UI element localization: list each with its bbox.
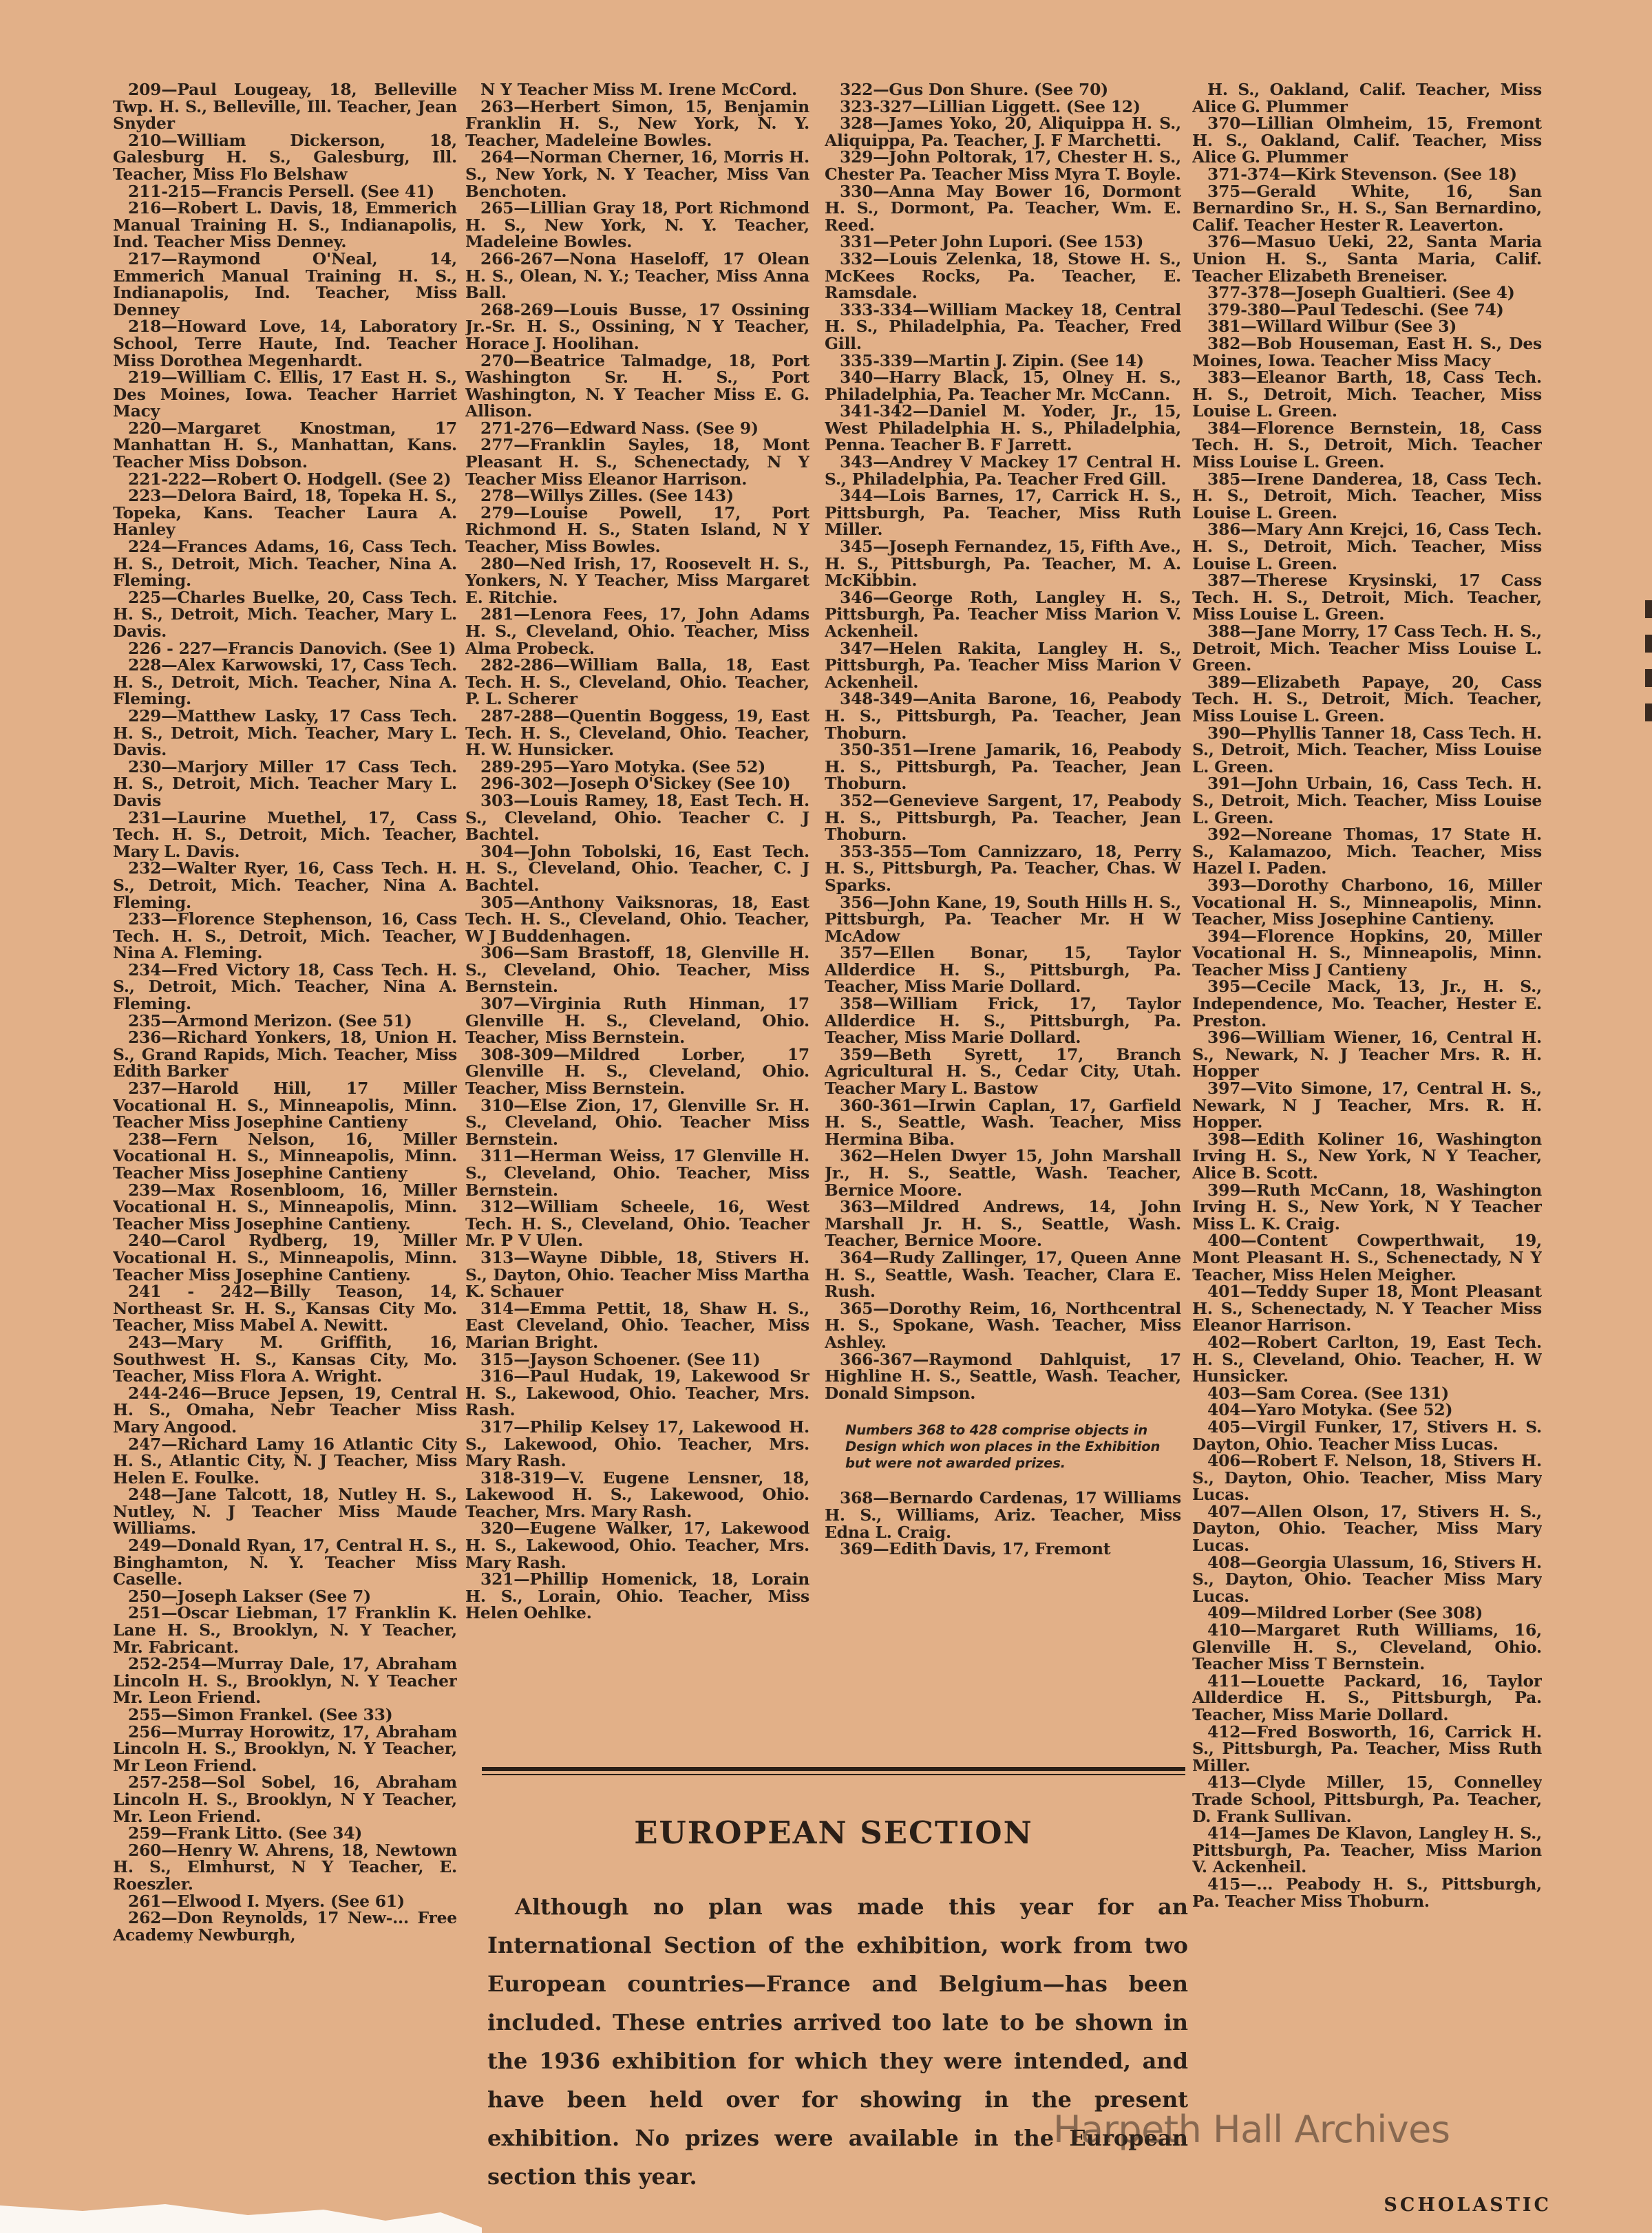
edge-tab-mark: [1645, 600, 1652, 618]
entry: 248—Jane Talcott, 18, Nutley H. S., Nutley, N. J Teacher Miss Maude Williams.: [113, 1485, 457, 1538]
entry: 411—Louette Packard, 16, Taylor Allderdice H. S., Pittsburgh, Pa. Teacher, Miss Marie Dollard.: [1192, 1671, 1542, 1724]
entry: 328—James Yoko, 20, Aliquippa H. S., Aliquippa, Pa. Teacher, J. F Marchetti.: [825, 114, 1181, 150]
entry: 346—George Roth, Langley H. S., Pittsburgh, Pa. Teacher Miss Marion V. Ackenheil.: [825, 587, 1181, 641]
entry: 400—Content Cowperthwait, 19, Mont Pleasant H. S., Schenectady, N Y Teacher, Miss Helen Meigher.: [1192, 1231, 1542, 1284]
entry: 335-339—Martin J. Zipin. (See 14): [840, 350, 1144, 370]
entry: 413—Clyde Miller, 15, Connelley Trade School, Pittsburgh, Pa. Teacher, D. Frank Sullivan.: [1192, 1772, 1542, 1826]
column-1: [113, 81, 457, 1943]
awards-note: Numbers 368 to 428 comprise objects in Design which won places in the Exhibition but were not awarded prizes.: [845, 1422, 1161, 1472]
entry: 259—Frank Litto. (See 34): [128, 1823, 363, 1843]
entry: 256—Murray Horowitz, 17, Abraham Lincoln H. S., Brooklyn, N. Y Teacher, Mr Leon Friend.: [113, 1722, 457, 1775]
entry: 333-334—William Mackey 18, Central H. S., Philadelphia, Pa. Teacher, Fred Gill.: [825, 299, 1181, 353]
entry: 394—Florence Hopkins, 20, Miller Vocational H. S., Minneapolis, Minn. Teacher Miss J Cantieny: [1192, 926, 1542, 980]
entry: 308-309—Mildred Lorber, 17 Glenville H. S., Cleveland, Ohio. Teacher, Miss Bernstein.: [465, 1044, 809, 1099]
entry: 231—Laurine Muethel, 17, Cass Tech. H. S., Detroit, Mich. Teacher, Mary L. Davis.: [113, 807, 457, 861]
entry: 376—Masuo Ueki, 22, Santa Maria Union H. S., Santa Maria, Calif. Teacher Elizabeth Breneiser.: [1192, 232, 1542, 286]
entry: 224—Frances Adams, 16, Cass Tech. H. S., Detroit, Mich. Teacher, Nina A. Fleming.: [113, 537, 457, 591]
entry: 247—Richard Lamy 16 Atlantic City H. S., Atlantic City, N. J Teacher, Miss Helen E. Foulke.: [113, 1434, 457, 1488]
entry: 266-267—Nona Haseloff, 17 Olean H. S., Olean, N. Y.; Teacher, Miss Anna Ball.: [465, 248, 809, 303]
entry: 244-246—Bruce Jepsen, 19, Central H. S., Omaha, Nebr Teacher Miss Mary Angood.: [113, 1383, 457, 1437]
entry: 369—Edith Davis, 17, Fremont: [840, 1539, 1111, 1558]
entry: 383—Eleanor Barth, 18, Cass Tech. H. S., Detroit, Mich. Teacher, Miss Louise L. Green.: [1192, 368, 1542, 421]
entry: 410—Margaret Ruth Williams, 16, Glenville H. S., Cleveland, Ohio. Teacher Miss T Bernstein.: [1192, 1620, 1542, 1674]
entry: 307—Virginia Ruth Hinman, 17 Glenville H. S., Cleveland, Ohio. Teacher, Miss Bernstein.: [465, 994, 809, 1048]
entry: 364—Rudy Zallinger, 17, Queen Anne H. S., Seattle, Wash. Teacher, Clara E. Rush.: [825, 1247, 1181, 1302]
entry: 347—Helen Rakita, Langley H. S., Pittsburgh, Pa. Teacher Miss Marion V Ackenheil.: [825, 638, 1181, 692]
entry: 329—John Poltorak, 17, Chester H. S., Chester Pa. Teacher Miss Myra T. Boyle.: [825, 147, 1181, 184]
entry: 216—Robert L. Davis, 18, Emmerich Manual Training H. S., Indianapolis, Ind. Teacher Miss Denney.: [113, 198, 457, 252]
entry: 398—Edith Koliner 16, Washington Irving H. S., New York, N Y Teacher, Alice B. Scott.: [1192, 1129, 1542, 1183]
entry: 359—Beth Syrett, 17, Branch Agricultural H. S., Cedar City, Utah. Teacher Mary L. Bastow: [825, 1044, 1181, 1099]
entry: 403—Sam Corea. (See 131): [1207, 1383, 1449, 1403]
entry: 370—Lillian Olmheim, 15, Fremont H. S., Oakland, Calif. Teacher, Miss Alice G. Plummer: [1192, 114, 1542, 167]
entry: 226 - 227—Francis Danovich. (See 1): [128, 638, 456, 658]
entry: 261—Elwood I. Myers. (See 61): [128, 1891, 405, 1911]
entry: 303—Louis Ramey, 18, East Tech. H. S., Cleveland, Ohio. Teacher C. J Bachtel.: [465, 790, 809, 845]
entry: 277—Franklin Sayles, 18, Mont Pleasant H. S., Schenectady, N Y Teacher Miss Eleanor Harrison.: [465, 435, 809, 489]
entry: 287-288—Quentin Boggess, 19, East Tech. H. S., Cleveland, Ohio. Teacher, H. W. Hunsicker.: [465, 706, 809, 760]
entry: 210—William Dickerson, 18, Galesburg H. S., Galesburg, Ill. Teacher, Miss Flo Belshaw: [113, 130, 457, 184]
entry: 320—Eugene Walker, 17, Lakewood H. S., Lakewood, Ohio. Teacher, Mrs. Mary Rash.: [465, 1518, 809, 1572]
entry: 236—Richard Yonkers, 18, Union H. S., Grand Rapids, Mich. Teacher, Miss Edith Barker: [113, 1028, 457, 1081]
entry: 312—William Scheele, 16, West Tech. H. S., Cleveland, Ohio. Teacher Mr. P V Ulen.: [465, 1197, 809, 1251]
entry: 392—Noreane Thomas, 17 State H. S., Kalamazoo, Mich. Teacher, Miss Hazel I. Paden.: [1192, 825, 1542, 878]
entry: 239—Max Rosenbloom, 16, Miller Vocational H. S., Minneapolis, Minn. Teacher Miss Josephine Cantieny.: [113, 1180, 457, 1234]
entry: 390—Phyllis Tanner 18, Cass Tech. H. S., Detroit, Mich. Teacher, Miss Louise L. Green.: [1192, 723, 1542, 776]
entry: 211-215—Francis Persell. (See 41): [128, 181, 435, 201]
entry: 384—Florence Bernstein, 18, Cass Tech. H. S., Detroit, Mich. Teacher Miss Louise L. Green.: [1192, 418, 1542, 472]
entry: 230—Marjory Miller 17 Cass Tech. H. S., Detroit, Mich. Teacher Mary L. Davis: [113, 756, 457, 810]
entry: 229—Matthew Lasky, 17 Cass Tech. H. S., Detroit, Mich. Teacher, Mary L. Davis.: [113, 706, 457, 760]
entry: 296-302—Joseph O'Sickey (See 10): [480, 774, 791, 794]
entry: 406—Robert F. Nelson, 18, Stivers H. S., Dayton, Ohio. Teacher, Miss Mary Lucas.: [1192, 1451, 1542, 1505]
entry: 330—Anna May Bower 16, Dormont H. S., Dormont, Pa. Teacher, Wm. E. Reed.: [825, 181, 1181, 235]
entry: 332—Louis Zelenka, 18, Stowe H. S., McKees Rocks, Pa. Teacher, E. Ramsdale.: [825, 248, 1181, 303]
entry: 363—Mildred Andrews, 14, John Marshall Jr. H. S., Seattle, Wash. Teacher, Bernice Moore.: [825, 1197, 1181, 1251]
entry: 360-361—Irwin Caplan, 17, Garfield H. S., Seattle, Wash. Teacher, Miss Hermina Biba.: [825, 1095, 1181, 1149]
entry: 311—Herman Weiss, 17 Glenville H. S., Cleveland, Ohio. Teacher, Miss Bernstein.: [465, 1146, 809, 1200]
entry: 238—Fern Nelson, 16, Miller Vocational H. S., Minneapolis, Minn. Teacher Miss Josephine Cantieny: [113, 1129, 457, 1183]
entry: 314—Emma Pettit, 18, Shaw H. S., East Cleveland, Ohio. Teacher, Miss Marian Bright.: [465, 1298, 809, 1352]
entry: 343—Andrey V Mackey 17 Central H. S., Philadelphia, Pa. Teacher Fred Gill.: [825, 452, 1181, 489]
entry: 353-355—Tom Cannizzaro, 18, Perry H. S., Pittsburgh, Pa. Teacher, Chas. W Sparks.: [825, 841, 1181, 895]
entry: 315—Jayson Schoener. (See 11): [480, 1349, 761, 1369]
entry: 393—Dorothy Charbono, 16, Miller Vocational H. S., Minneapolis, Minn. Teacher, Miss Josephine Cantieny.: [1192, 875, 1542, 929]
entry: 282-286—William Balla, 18, East Tech. H. S., Cleveland, Ohio. Teacher, P. L. Scherer: [465, 655, 809, 709]
post-note-entries: [825, 1490, 1181, 1557]
entry: 234—Fred Victory 18, Cass Tech. H. S., Detroit, Mich. Teacher, Nina A. Fleming.: [113, 960, 457, 1014]
entry: 331—Peter John Lupori. (See 153): [840, 232, 1144, 252]
entry: N Y Teacher Miss M. Irene McCord.: [480, 81, 797, 99]
entry: 357—Ellen Bonar, 15, Taylor Allderdice H. S., Pittsburgh, Pa. Teacher, Miss Marie Dollard.: [825, 943, 1181, 997]
entry: 397—Vito Simone, 17, Central H. S., Newark, N J Teacher, Mrs. R. H. Hopper.: [1192, 1079, 1542, 1132]
entry: 249—Donald Ryan, 17, Central H. S., Binghamton, N. Y. Teacher Miss Caselle.: [113, 1536, 457, 1589]
section-rule-thick: [482, 1767, 1185, 1771]
entry: 219—William C. Ellis, 17 East H. S., Des Moines, Iowa. Teacher Harriet Macy: [113, 368, 457, 421]
torn-page-edge: [0, 2185, 1652, 2233]
entry: 232—Walter Ryer, 16, Cass Tech. H. S., Detroit, Mich. Teacher, Nina A. Fleming.: [113, 858, 457, 912]
entry: 241 - 242—Billy Teason, 14, Northeast Sr. H. S., Kansas City Mo. Teacher, Miss Mabel A. Newitt.: [113, 1282, 457, 1335]
entry: 348-349—Anita Barone, 16, Peabody H. S., Pittsburgh, Pa. Teacher, Jean Thoburn.: [825, 689, 1181, 743]
entry: 391—John Urbain, 16, Cass Tech. H. S., Detroit, Mich. Teacher, Miss Louise L. Green.: [1192, 774, 1542, 827]
entry: 356—John Kane, 19, South Hills H. S., Pittsburgh, Pa. Teacher Mr. H W McAdow: [825, 892, 1181, 946]
entry: 260—Henry W. Ahrens, 18, Newtown H. S., Elmhurst, N Y Teacher, E. Roeszler.: [113, 1840, 457, 1894]
entry: 263—Herbert Simon, 15, Benjamin Franklin H. S., New York, N. Y. Teacher, Madeleine Bowles.: [465, 96, 809, 150]
entry: 396—William Wiener, 16, Central H. S., Newark, N. J Teacher Mrs. R. H. Hopper: [1192, 1028, 1542, 1081]
entry: 385—Irene Danderea, 18, Cass Tech. H. S., Detroit, Mich. Teacher, Miss Louise L. Green.: [1192, 469, 1542, 522]
entry: 387—Therese Krysinski, 17 Cass Tech. H. S., Detroit, Mich. Teacher, Miss Louise L. Green.: [1192, 571, 1542, 624]
entry: 362—Helen Dwyer 15, John Marshall Jr., H. S., Seattle, Wash. Teacher, Bernice Moore.: [825, 1146, 1181, 1200]
archive-watermark: Harpeth Hall Archives: [1053, 2108, 1450, 2151]
entry: 280—Ned Irish, 17, Roosevelt H. S., Yonkers, N. Y Teacher, Miss Margaret E. Ritchie.: [465, 553, 809, 607]
entry: 268-269—Louis Busse, 17 Ossining Jr.-Sr. H. S., Ossining, N Y Teacher, Horace J. Hoolihan.: [465, 299, 809, 353]
entry: 375—Gerald White, 16, San Bernardino Sr., H. S., San Bernardino, Calif. Teacher Hester R. Leaverton.: [1192, 181, 1542, 235]
edge-tab-mark: [1645, 703, 1652, 721]
entry: 371-374—Kirk Stevenson. (See 18): [1207, 164, 1517, 184]
entry: 341-342—Daniel M. Yoder, Jr., 15, West Philadelphia H. S., Philadelphia, Penna. Teacher B. F Jarrett.: [825, 401, 1181, 455]
entry: 405—Virgil Funker, 17, Stivers H. S. Dayton, Ohio. Teacher Miss Lucas.: [1192, 1417, 1542, 1454]
entry: 412—Fred Bosworth, 16, Carrick H. S., Pittsburgh, Pa. Teacher, Miss Ruth Miller.: [1192, 1722, 1542, 1775]
entry: 223—Delora Baird, 18, Topeka H. S., Topeka, Kans. Teacher Laura A. Hanley: [113, 486, 457, 540]
entry: 414—James De Klavon, Langley H. S., Pittsburgh, Pa. Teacher, Miss Marion V. Ackenheil.: [1192, 1823, 1542, 1877]
column-4: [1192, 81, 1542, 1909]
entry: 305—Anthony Vaiksnoras, 18, East Tech. H. S., Cleveland, Ohio. Teacher, W J Buddenhagen.: [465, 892, 809, 946]
entry: 399—Ruth McCann, 18, Washington Irving H. S., New York, N Y Teacher Miss L. K. Craig.: [1192, 1180, 1542, 1234]
entry: 270—Beatrice Talmadge, 18, Port Washington Sr. H. S., Port Washington, N. Y Teacher Miss E. G. Allison.: [465, 350, 809, 421]
entry: 271-276—Edward Nass. (See 9): [480, 418, 759, 438]
entry: 409—Mildred Lorber (See 308): [1207, 1603, 1483, 1623]
entry: 322—Gus Don Shure. (See 70): [840, 81, 1109, 99]
entry: 221-222—Robert O. Hodgell. (See 2): [128, 469, 452, 489]
entry: 250—Joseph Lakser (See 7): [128, 1586, 371, 1606]
entry: 313—Wayne Dibble, 18, Stivers H. S., Dayton, Ohio. Teacher Miss Martha K. Schauer: [465, 1247, 809, 1302]
entry: 344—Lois Barnes, 17, Carrick H. S., Pittsburgh, Pa. Teacher, Miss Ruth Miller.: [825, 486, 1181, 540]
section-rule-thin: [482, 1774, 1185, 1775]
entry: 389—Elizabeth Papaye, 20, Cass Tech. H. S., Detroit, Mich. Teacher, Miss Louise L. Green.: [1192, 672, 1542, 726]
entry: 209—Paul Lougeay, 18, Belleville Twp. H. S., Belleville, Ill. Teacher, Jean Snyder: [113, 81, 457, 134]
entry: 218—Howard Love, 14, Laboratory School, Terre Haute, Ind. Teacher Miss Dorothea Megenhardt.: [113, 317, 457, 370]
entry: 358—William Frick, 17, Taylor Allderdice H. S., Pittsburgh, Pa. Teacher, Miss Marie Dollard.: [825, 994, 1181, 1048]
entry: 382—Bob Houseman, East H. S., Des Moines, Iowa. Teacher Miss Macy: [1192, 333, 1542, 370]
entry: 278—Willys Zilles. (See 143): [480, 486, 734, 506]
entry: 306—Sam Brastoff, 18, Glenville H. S., Cleveland, Ohio. Teacher, Miss Bernstein.: [465, 943, 809, 997]
entry: 281—Lenora Fees, 17, John Adams H. S., Cleveland, Ohio. Teacher, Miss Alma Probeck.: [465, 604, 809, 658]
entry: 404—Yaro Motyka. (See 52): [1207, 1400, 1453, 1420]
entry: 323-327—Lillian Liggett. (See 12): [840, 96, 1141, 116]
entry: 317—Philip Kelsey 17, Lakewood H. S., Lakewood, Ohio. Teacher, Mrs. Mary Rash.: [465, 1417, 809, 1471]
column-2: [465, 81, 809, 1622]
edge-tab-mark: [1645, 635, 1652, 653]
entry: 401—Teddy Super 18, Mont Pleasant H. S., Schenectady, N. Y Teacher Miss Eleanor Harrison.: [1192, 1282, 1542, 1335]
section-title: EUROPEAN SECTION: [634, 1814, 1033, 1851]
entry: 225—Charles Buelke, 20, Cass Tech. H. S., Detroit, Mich. Teacher, Mary L. Davis.: [113, 587, 457, 641]
entry: 220—Margaret Knostman, 17 Manhattan H. S., Manhattan, Kans. Teacher Miss Dobson.: [113, 418, 457, 472]
entry: 408—Georgia Ulassum, 16, Stivers H. S., Dayton, Ohio. Teacher Miss Mary Lucas.: [1192, 1552, 1542, 1606]
entry: 304—John Tobolski, 16, East Tech. H. S., Cleveland, Ohio. Teacher, C. J Bachtel.: [465, 841, 809, 895]
entry: 251—Oscar Liebman, 17 Franklin K. Lane H. S., Brooklyn, N. Y Teacher, Mr. Fabricant.: [113, 1603, 457, 1657]
entry: 243—Mary M. Griffith, 16, Southwest H. S., Kansas City, Mo. Teacher, Miss Flora A. Wright.: [113, 1332, 457, 1386]
entry: 407—Allen Olson, 17, Stivers H. S., Dayton, Ohio. Teacher, Miss Mary Lucas.: [1192, 1501, 1542, 1556]
entry: 379-380—Paul Tedeschi. (See 74): [1207, 299, 1504, 319]
entry: 345—Joseph Fernandez, 15, Fifth Ave., H. S., Pittsburgh, Pa. Teacher, M. A. McKibbin.: [825, 537, 1181, 591]
entry: 368—Bernardo Cardenas, 17 Williams H. S., Williams, Ariz. Teacher, Miss Edna L. Craig.: [825, 1488, 1181, 1542]
entry: 321—Phillip Homenick, 18, Lorain H. S., Lorain, Ohio. Teacher, Miss Helen Oehlke.: [465, 1569, 809, 1622]
entry: 377-378—Joseph Gualtieri. (See 4): [1207, 283, 1515, 303]
entry: 352—Genevieve Sargent, 17, Peabody H. S., Pittsburgh, Pa. Teacher, Jean Thoburn.: [825, 790, 1181, 845]
entry: 318-319—V. Eugene Lensner, 18, Lakewood H. S., Lakewood, Ohio. Teacher, Mrs. Mary Rash.: [465, 1468, 809, 1521]
entry: 262—Don Reynolds, 17 New-... Free Academy Newburgh,: [113, 1908, 457, 1944]
entry: 228—Alex Karwowski, 17, Cass Tech. H. S., Detroit, Mich. Teacher, Nina A. Fleming.: [113, 655, 457, 709]
entry: 395—Cecile Mack, 13, Jr., H. S., Independence, Mo. Teacher, Hester E. Preston.: [1192, 977, 1542, 1030]
entry: 386—Mary Ann Krejci, 16, Cass Tech. H. S., Detroit, Mich. Teacher, Miss Louise L. Green.: [1192, 520, 1542, 573]
entry: 289-295—Yaro Motyka. (See 52): [480, 756, 766, 776]
column-3: [825, 81, 1181, 1558]
entry: 237—Harold Hill, 17 Miller Vocational H. S., Minneapolis, Minn. Teacher Miss Josephine Cantieny: [113, 1079, 457, 1132]
entry: H. S., Oakland, Calif. Teacher, Miss Alice G. Plummer: [1192, 81, 1542, 116]
entry: 279—Louise Powell, 17, Port Richmond H. S., Staten Island, N Y Teacher, Miss Bowles.: [465, 502, 809, 557]
entry: 415—... Peabody H. S., Pittsburgh, Pa. Teacher Miss Thoburn.: [1192, 1874, 1542, 1910]
entry: 381—Willard Wilbur (See 3): [1207, 317, 1457, 337]
entry: 316—Paul Hudak, 19, Lakewood Sr H. S., Lakewood, Ohio. Teacher, Mrs. Rash.: [465, 1366, 809, 1420]
entry: 217—Raymond O'Neal, 14, Emmerich Manual Training H. S., Indianapolis, Ind. Teacher, Miss Denney: [113, 248, 457, 319]
entry: 340—Harry Black, 15, Olney H. S., Philadelphia, Pa. Teacher Mr. McCann.: [825, 368, 1181, 404]
entry: 240—Carol Rydberg, 19, Miller Vocational H. S., Minneapolis, Minn. Teacher Miss Josephine Cantieny.: [113, 1231, 457, 1284]
entry: 365—Dorothy Reim, 16, Northcentral H. S., Spokane, Wash. Teacher, Miss Ashley.: [825, 1298, 1181, 1352]
entry: 252-254—Murray Dale, 17, Abraham Lincoln H. S., Brooklyn, N. Y Teacher Mr. Leon Friend.: [113, 1654, 457, 1708]
entry: 257-258—Sol Sobel, 16, Abraham Lincoln H. S., Brooklyn, N Y Teacher, Mr. Leon Friend.: [113, 1772, 457, 1826]
entry: 265—Lillian Gray 18, Port Richmond H. S., New York, N. Y. Teacher, Madeleine Bowles.: [465, 198, 809, 252]
entry: 255—Simon Frankel. (See 33): [128, 1705, 393, 1724]
entry: 366-367—Raymond Dahlquist, 17 Highline H. S., Seattle, Wash. Teacher, Donald Simpson.: [825, 1349, 1181, 1403]
publication-footer: SCHOLASTIC: [1384, 2194, 1552, 2216]
entry: 402—Robert Carlton, 19, East Tech. H. S., Cleveland, Ohio. Teacher, H. W Hunsicker.: [1192, 1332, 1542, 1386]
entry: 350-351—Irene Jamarik, 16, Peabody H. S., Pittsburgh, Pa. Teacher, Jean Thoburn.: [825, 740, 1181, 794]
edge-tab-mark: [1645, 669, 1652, 687]
entry: 310—Else Zion, 17, Glenville Sr. H. S., Cleveland, Ohio. Teacher Miss Bernstein.: [465, 1095, 809, 1149]
entry: 388—Jane Morry, 17 Cass Tech. H. S., Detroit, Mich. Teacher Miss Louise L. Green.: [1192, 622, 1542, 675]
section-body: Although no plan was made this year for an International Section of the exhibition, work from two European countries—France and Belgium—has been included. These entries arrived too late to be shown in the 1936 exhibition for which they were intended, and have been held over for showing in the present exhibition. No prizes were available in the European section this year.: [487, 1894, 1188, 2190]
entry: 264—Norman Cherner, 16, Morris H. S., New York, N. Y Teacher, Miss Van Benchoten.: [465, 147, 809, 201]
entry: 235—Armond Merizon. (See 51): [128, 1010, 412, 1030]
entry: 233—Florence Stephenson, 16, Cass Tech. H. S., Detroit, Mich. Teacher, Nina A. Fleming.: [113, 909, 457, 963]
